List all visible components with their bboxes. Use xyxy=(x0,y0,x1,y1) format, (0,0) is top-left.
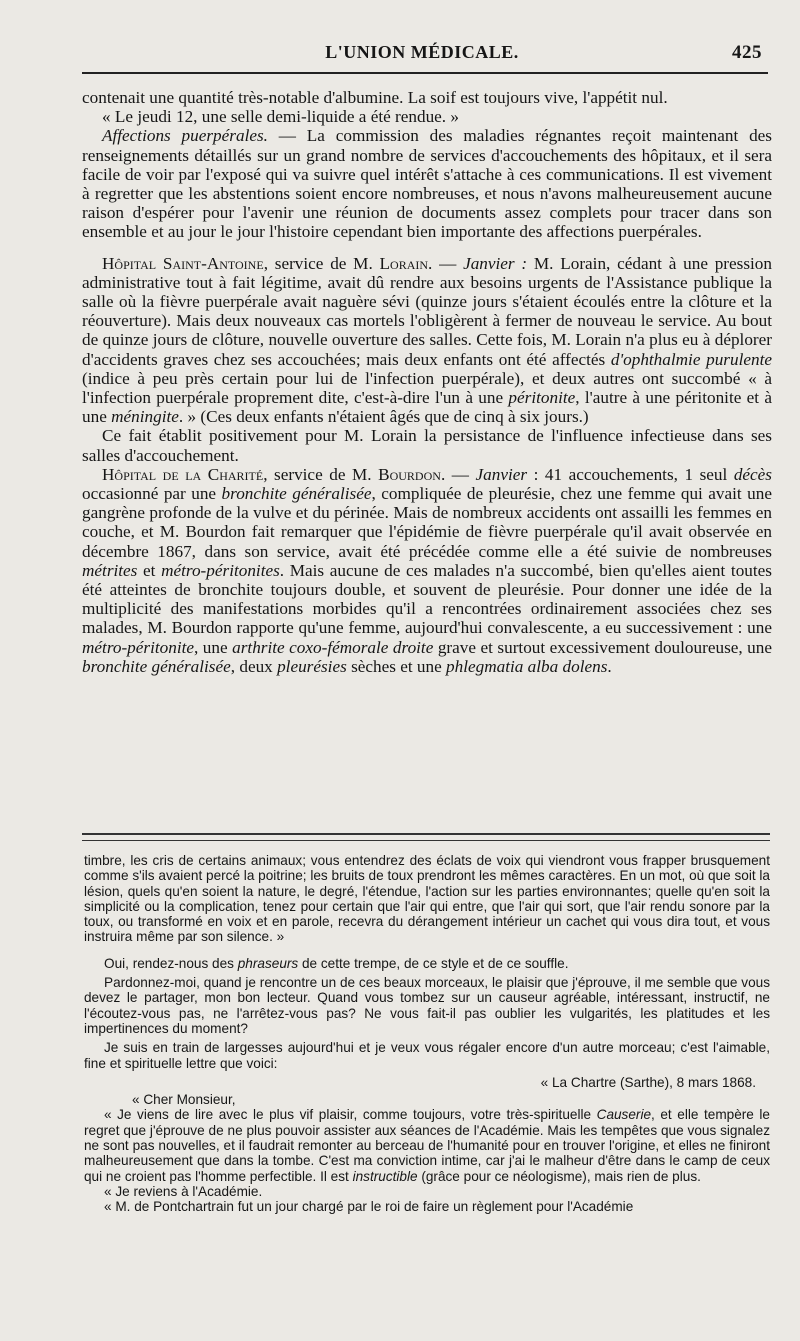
page-header xyxy=(82,42,762,68)
paragraph-charite: Hôpital de la Charité, service de M. Bourdon. — Janvier : 41 accouchements, 1 seul décès occasionné par une bronchite généralisée, compliquée de pleurésie, chez une femme qui avait une gangrène profonde de la vulve et du périnée. Mais de nombreux accidents ont assailli les femmes en couche, et M. Bourdon fait remarquer que l'épidémie de fièvre puerpérale qu'il avait observée en décembre 1867, dans son service, avait été précédée comme elle a été suivie de nombreuses métrites et métro-péritonites. Mais aucune de ces malades n'a succombé, bien qu'elles aient toutes été atteintes de bronchite toujours double, et souvent de pleurésie. Pour donner une idée de la multiplicité des manifestations morbides qu'il a rencontrées ordinairement associées chez ses malades, M. Bourdon rapporte qu'une femme, aujourd'hui convalescente, a eu successivement : une métro-péritonite, une arthrite coxo-fémorale droite grave et surtout excessivement douloureuse, une bronchite généralisée, deux pleurésies sèches et une phlegmatia alba dolens. xyxy=(82,464,772,676)
paragraph-lorain-conclusion: Ce fait établit positivement pour M. Lorain la persistance de l'influence infectieuse dans ses salles d'accouchement. xyxy=(82,426,772,465)
paragraph-timbre: timbre, les cris de certains animaux; vous entendrez des éclats de voix qui viendront vous frapper brusquement comme s'ils avaient percé la poitrine; les bruits de toux prendront les mêmes caractères. En un mot, où que soit la lésion, quels qu'en soient la nature, le degré, l'étendue, l'action sur les parties environnantes; quelle qu'en soit la simplicité ou la complication, tenez pour certain que l'air qui entre, que l'air qui sort, que l'air rendu sonore par la toux, ou transformé en voix et en parole, recevra du dérangement intérieur un cachet qui vous dira tout, et vous instruira même par son silence. » xyxy=(84,853,770,945)
doctor-lorain: Lorain xyxy=(379,253,429,273)
page-number: 425 xyxy=(732,42,762,63)
feuilleton-section xyxy=(84,853,770,1215)
hospital-name-saint-antoine: Hôpital Saint-Antoine xyxy=(102,253,264,273)
feuilleton-separator xyxy=(82,833,770,841)
hospital-name-charite: Hôpital de la Charité xyxy=(102,464,264,484)
section-title-affections: Affections puerpérales. xyxy=(102,126,268,146)
letter-salutation: « Cher Monsieur, xyxy=(132,1092,236,1108)
doctor-bourdon: Bourdon xyxy=(378,464,441,484)
running-title: L'UNION MÉDICALE. xyxy=(325,42,519,62)
paragraph-affections: Affections puerpérales. — La commission des maladies régnantes reçoit maintenant des renseignements détaillés sur un grand nombre de services d'accouchements des hôpitaux, et il sera facile de voir par l'exposé qui va suivre quel intérêt s'attache à ces communications. Il est vivement à regretter que les abstentions soient encore nombreuses, et nous n'avons malheureusement aucune raison d'espérer pour l'avenir une réunion de documents assez complets pour tracer dans son ensemble et au jour le jour l'histoire cependant bien importante des affections puerpérales. xyxy=(82,126,772,242)
paragraph-phraseurs: Oui, rendez-nous des phraseurs de cette trempe, de ce style et de ce souffle. xyxy=(104,955,569,971)
letter-dateline: « La Chartre (Sarthe), 8 mars 1868. xyxy=(540,1074,756,1090)
letter-paragraph-pontchartrain: « M. de Pontchartrain fut un jour chargé par le roi de faire un règlement pour l'Académie xyxy=(104,1199,634,1215)
main-article xyxy=(82,88,772,676)
paragraph-jeudi: « Le jeudi 12, une selle demi-liquide a été rendue. » xyxy=(102,107,459,127)
letter-paragraph-causerie: « Je viens de lire avec le plus vif plaisir, comme toujours, votre très-spirituelle Causerie, et elle tempère le regret que j'éprouve de ne plus pouvoir assister aux séances de l'Académie. Mais les tempêtes que vous signalez ne sont pas nouvelles, et il faudrait remonter au berceau de l'humanité pour en trouver l'origine, et elles ne finiront malheureusement que dans la tombe. C'est ma conviction intime, car j'ai le malheur d'être dans le camp de ceux qui ne croient pas l'homme perfectible. Il est instructible (grâce pour ce néologisme), mais rien de plus. xyxy=(84,1107,770,1184)
paragraph-largesses: Je suis en train de largesses aujourd'hui et je veux vous régaler encore d'un autre morceau; c'est l'aimable, fine et spirituelle lettre que voici: xyxy=(84,1040,770,1071)
paragraph-albumine: contenait une quantité très-notable d'albumine. La soif est toujours vive, l'appétit nul. xyxy=(82,88,668,107)
header-rule xyxy=(82,72,768,74)
paragraph-saint-antoine: Hôpital Saint-Antoine, service de M. Lorain. — Janvier : M. Lorain, cédant à une pression administrative tout à fait légitime, avait dû rendre aux besoins urgents de l'Assistance publique la salle où la fièvre puerpérale avait naguère sévi (quinze jours s'étaient écoulés entre la clôture et la réouverture). Mais deux nouveaux cas mortels l'obligèrent à fermer de nouveau le service. Au bout de quinze jours de clôture, nouvelle ouverture des salles. Cette fois, M. Lorain n'a plus eu à déplorer d'accidents graves chez ses accouchées; mais deux enfants ont été affectés d'ophthalmie purulente (indice à peu près certain pour lui de l'infection puerpérale), et deux autres ont succombé « à l'infection puerpérale proprement dite, c'est-à-dire l'un à une péritonite, l'autre à une péritonite et à une méningite. » (Ces deux enfants n'étaient âgés que de cinq à six jours.) xyxy=(82,253,773,427)
letter-paragraph-academie: « Je reviens à l'Académie. xyxy=(104,1183,263,1199)
paragraph-pardonnez: Pardonnez-moi, quand je rencontre un de ces beaux morceaux, le plaisir que j'éprouve, il me semble que vous devez le partager, mon bon lecteur. Quand vous tombez sur un causeur agréable, intéressant, instructif, ne l'écoutez-vous pas, ne l'arrêtez-vous pas? Ne vous fait-il pas oublier les vulgarités, les platitudes et les impertinences du moment? xyxy=(84,975,770,1036)
